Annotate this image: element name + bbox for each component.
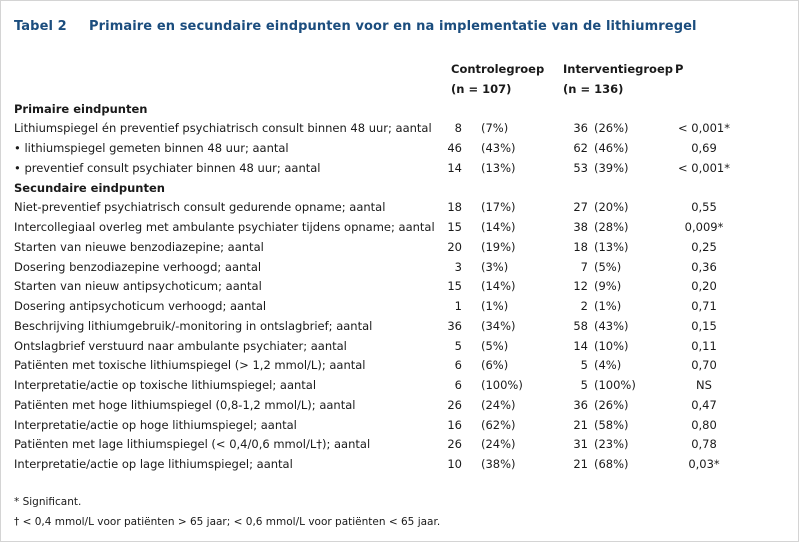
control-percent: (38%) bbox=[481, 457, 516, 471]
results-table bbox=[14, 60, 789, 475]
control-percent: (14%) bbox=[481, 279, 516, 294]
section-title: Secundaire eindpunten bbox=[14, 180, 165, 195]
intervention-percent: (1%) bbox=[594, 299, 622, 313]
control-percent: (24%) bbox=[481, 397, 516, 412]
control-count: 6 bbox=[454, 358, 462, 373]
control-percent: (14%) bbox=[481, 220, 516, 234]
control-count: 1 bbox=[454, 299, 462, 313]
p-value: 0,78 bbox=[691, 437, 717, 452]
table-row bbox=[14, 435, 789, 455]
row-label: • preventief consult psychiater binnen 48 uur; aantal bbox=[14, 160, 321, 175]
row-label: Patiënten met hoge lithiumspiegel (0,8-1,2 mmol/L); aantal bbox=[14, 397, 356, 412]
intervention-count: 5 bbox=[580, 358, 588, 373]
intervention-count: 18 bbox=[573, 239, 588, 254]
table-row bbox=[14, 356, 789, 376]
footnote-dagger: † < 0,4 mmol/L voor patiënten > 65 jaar; < 0,6 mmol/L voor patiënten < 65 jaar. bbox=[14, 516, 441, 528]
intervention-percent: (4%) bbox=[594, 358, 622, 373]
p-value: 0,80 bbox=[691, 417, 717, 432]
row-label: Interpretatie/actie op hoge lithiumspiegel; aantal bbox=[14, 417, 297, 432]
intervention-percent: (46%) bbox=[594, 141, 629, 155]
intervention-count: 7 bbox=[580, 259, 588, 274]
control-count: 8 bbox=[454, 121, 462, 136]
intervention-percent: (5%) bbox=[594, 259, 622, 274]
p-value: 0,36 bbox=[691, 259, 717, 274]
control-count: 46 bbox=[447, 141, 462, 155]
control-count: 5 bbox=[454, 338, 462, 353]
table-row bbox=[14, 159, 789, 179]
table-row bbox=[14, 277, 789, 297]
table-row bbox=[14, 416, 789, 436]
control-percent: (7%) bbox=[481, 121, 509, 136]
control-percent: (24%) bbox=[481, 437, 516, 452]
row-label: Dosering antipsychoticum verhoogd; aantal bbox=[14, 299, 267, 313]
footnotes bbox=[14, 494, 440, 534]
header-intervention: Interventiegroep bbox=[563, 62, 673, 76]
control-count: 3 bbox=[454, 259, 462, 274]
control-count: 15 bbox=[447, 220, 462, 234]
row-label: Interpretatie/actie op lage lithiumspiegel; aantal bbox=[14, 457, 293, 471]
control-count: 10 bbox=[447, 457, 462, 471]
row-label: Lithiumspiegel én preventief psychiatrisch consult binnen 48 uur; aantal bbox=[14, 121, 432, 136]
p-value: 0,70 bbox=[691, 358, 717, 373]
control-count: 20 bbox=[447, 239, 462, 254]
p-value: 0,03* bbox=[688, 457, 720, 471]
control-percent: (1%) bbox=[481, 299, 509, 313]
row-label: Starten van nieuw antipsychoticum; aantal bbox=[14, 279, 262, 294]
p-value: 0,47 bbox=[691, 397, 717, 412]
secondary-rows bbox=[14, 198, 789, 475]
intervention-count: 31 bbox=[573, 437, 588, 452]
control-percent: (13%) bbox=[481, 160, 516, 175]
control-count: 15 bbox=[447, 279, 462, 294]
intervention-count: 38 bbox=[573, 220, 588, 234]
header-control: Controlegroep bbox=[451, 62, 545, 76]
control-count: 26 bbox=[447, 397, 462, 412]
p-value: NS bbox=[696, 378, 712, 392]
p-value: 0,55 bbox=[691, 200, 717, 215]
table-row bbox=[14, 119, 789, 139]
p-value: 0,009* bbox=[684, 220, 724, 234]
control-percent: (6%) bbox=[481, 358, 509, 373]
table-row bbox=[14, 396, 789, 416]
control-count: 36 bbox=[447, 318, 462, 333]
section-secondary bbox=[14, 179, 789, 199]
intervention-count: 14 bbox=[573, 338, 588, 353]
table-row bbox=[14, 317, 789, 337]
control-percent: (62%) bbox=[481, 417, 516, 432]
header-row bbox=[14, 60, 789, 80]
control-percent: (17%) bbox=[481, 200, 516, 215]
table-row bbox=[14, 455, 789, 475]
control-count: 26 bbox=[447, 437, 462, 452]
control-count: 6 bbox=[454, 378, 462, 392]
intervention-count: 58 bbox=[573, 318, 588, 333]
intervention-count: 62 bbox=[573, 141, 588, 155]
control-count: 16 bbox=[447, 417, 462, 432]
primary-rows bbox=[14, 119, 789, 178]
control-percent: (34%) bbox=[481, 318, 516, 333]
row-label: Beschrijving lithiumgebruik/-monitoring in ontslagbrief; aantal bbox=[14, 318, 373, 333]
intervention-percent: (26%) bbox=[594, 121, 629, 136]
intervention-percent: (10%) bbox=[594, 338, 629, 353]
row-label: Interpretatie/actie op toxische lithiumspiegel; aantal bbox=[14, 378, 317, 392]
intervention-percent: (13%) bbox=[594, 239, 629, 254]
intervention-percent: (23%) bbox=[594, 437, 629, 452]
header-p: P bbox=[675, 62, 684, 76]
intervention-count: 12 bbox=[573, 279, 588, 294]
control-percent: (19%) bbox=[481, 239, 516, 254]
intervention-percent: (9%) bbox=[594, 279, 622, 294]
intervention-count: 21 bbox=[573, 417, 588, 432]
row-label: Niet-preventief psychiatrisch consult gedurende opname; aantal bbox=[14, 200, 386, 215]
intervention-percent: (39%) bbox=[594, 160, 629, 175]
intervention-count: 36 bbox=[573, 121, 588, 136]
control-percent: (100%) bbox=[481, 378, 523, 392]
intervention-percent: (20%) bbox=[594, 200, 629, 215]
p-value: < 0,001* bbox=[678, 121, 730, 136]
table-number: Tabel 2 bbox=[14, 19, 67, 34]
section-title: Primaire eindpunten bbox=[14, 101, 148, 116]
section-primary bbox=[14, 100, 789, 120]
header-control-n: (n = 107) bbox=[451, 81, 512, 96]
row-label: • lithiumspiegel gemeten binnen 48 uur; aantal bbox=[14, 141, 289, 155]
intervention-percent: (58%) bbox=[594, 417, 629, 432]
table-row bbox=[14, 337, 789, 357]
intervention-count: 27 bbox=[573, 200, 588, 215]
control-count: 18 bbox=[447, 200, 462, 215]
row-label: Patiënten met toxische lithiumspiegel (> 1,2 mmol/L); aantal bbox=[14, 358, 366, 373]
header-intervention-n: (n = 136) bbox=[563, 81, 624, 96]
intervention-count: 36 bbox=[573, 397, 588, 412]
p-value: < 0,001* bbox=[678, 160, 730, 175]
table-row bbox=[14, 198, 789, 218]
header-n-row bbox=[14, 80, 789, 100]
intervention-percent: (100%) bbox=[594, 378, 636, 392]
control-percent: (3%) bbox=[481, 259, 509, 274]
intervention-count: 5 bbox=[580, 378, 588, 392]
intervention-count: 2 bbox=[580, 299, 588, 313]
table-caption bbox=[14, 19, 697, 34]
table-row bbox=[14, 376, 789, 396]
footnote-significant: * Significant. bbox=[14, 496, 82, 508]
intervention-percent: (68%) bbox=[594, 457, 629, 471]
table-row bbox=[14, 258, 789, 278]
row-label: Intercollegiaal overleg met ambulante psychiater tijdens opname; aantal bbox=[14, 220, 435, 234]
p-value: 0,11 bbox=[691, 338, 717, 353]
intervention-count: 21 bbox=[573, 457, 588, 471]
intervention-percent: (28%) bbox=[594, 220, 629, 234]
table-row bbox=[14, 139, 789, 159]
table-title: Primaire en secundaire eindpunten voor en na implementatie van de lithiumregel bbox=[89, 19, 697, 34]
row-label: Ontslagbrief verstuurd naar ambulante psychiater; aantal bbox=[14, 338, 347, 353]
p-value: 0,20 bbox=[691, 279, 717, 294]
p-value: 0,69 bbox=[691, 141, 717, 155]
control-count: 14 bbox=[447, 160, 462, 175]
table-row bbox=[14, 238, 789, 258]
p-value: 0,15 bbox=[691, 318, 717, 333]
p-value: 0,71 bbox=[691, 299, 717, 313]
p-value: 0,25 bbox=[691, 239, 717, 254]
control-percent: (43%) bbox=[481, 141, 516, 155]
intervention-count: 53 bbox=[573, 160, 588, 175]
intervention-percent: (26%) bbox=[594, 397, 629, 412]
row-label: Dosering benzodiazepine verhoogd; aantal bbox=[14, 259, 262, 274]
row-label: Patiënten met lage lithiumspiegel (< 0,4/0,6 mmol/L†); aantal bbox=[14, 437, 371, 452]
row-label: Starten van nieuwe benzodiazepine; aantal bbox=[14, 239, 264, 254]
control-percent: (5%) bbox=[481, 338, 509, 353]
table-row bbox=[14, 218, 789, 238]
table-row bbox=[14, 297, 789, 317]
intervention-percent: (43%) bbox=[594, 318, 629, 333]
